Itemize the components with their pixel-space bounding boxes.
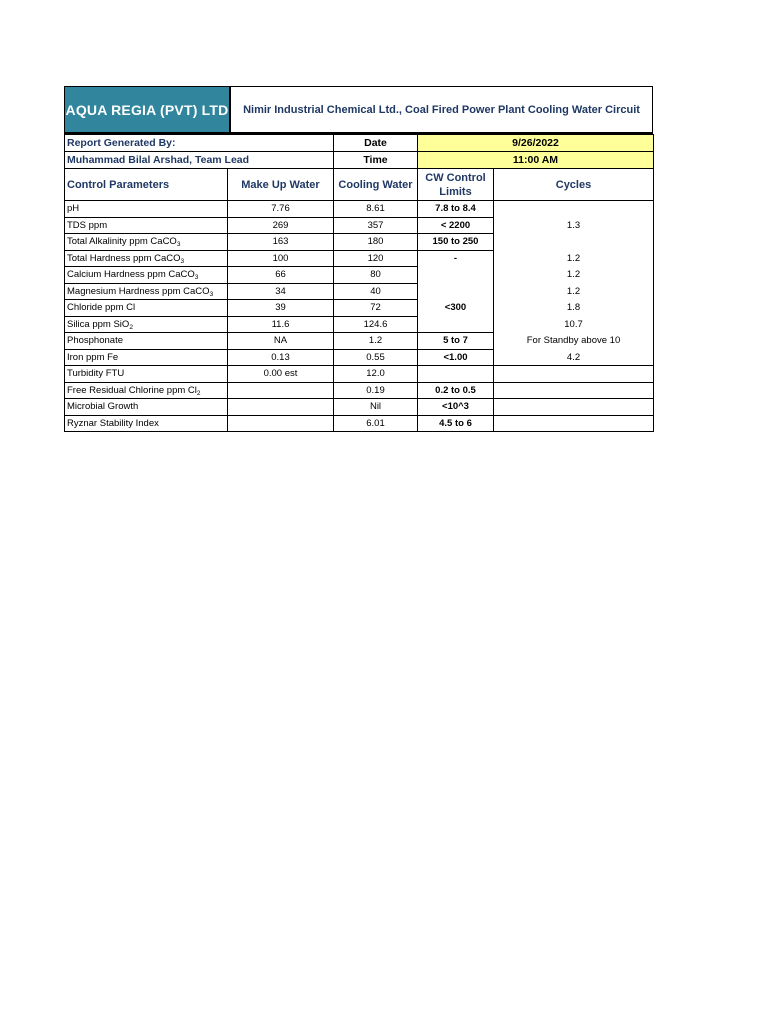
cell-limit: <1.00 bbox=[418, 349, 494, 366]
cell-cycles: 10.7 bbox=[494, 316, 654, 333]
meta-row-author bbox=[65, 152, 654, 169]
cell-cooling: 72 bbox=[334, 300, 418, 317]
author-name: Muhammad Bilal Arshad, Team Lead bbox=[65, 152, 334, 169]
param-name: Magnesium Hardness ppm CaCO$_3$ bbox=[65, 283, 228, 300]
col-header-limits: CW Control Limits bbox=[418, 169, 494, 201]
param-name: Turbidity FTU bbox=[65, 366, 228, 383]
table-row bbox=[65, 300, 654, 317]
cell-cycles bbox=[494, 415, 654, 432]
table-row bbox=[65, 399, 654, 416]
cell-cooling: 0.19 bbox=[334, 382, 418, 399]
cell-cycles: 1.2 bbox=[494, 267, 654, 284]
cell-makeup: 7.76 bbox=[228, 201, 334, 218]
cell-limit: < 2200 bbox=[418, 217, 494, 234]
cell-makeup: NA bbox=[228, 333, 334, 350]
cell-cycles: 1.2 bbox=[494, 283, 654, 300]
param-name: Microbial Growth bbox=[65, 399, 228, 416]
parameter-rows bbox=[65, 201, 654, 432]
param-name: Free Residual Chlorine ppm $Cl_2$ bbox=[65, 382, 228, 399]
report-header bbox=[64, 86, 653, 134]
date-label: Date bbox=[334, 135, 418, 152]
cell-cooling: 0.55 bbox=[334, 349, 418, 366]
cell-makeup: 100 bbox=[228, 250, 334, 267]
param-name: Iron ppm Fe bbox=[65, 349, 228, 366]
cell-cycles: 1.2 bbox=[494, 250, 654, 267]
table-row bbox=[65, 267, 654, 284]
date-value: 9/26/2022 bbox=[418, 135, 654, 152]
cell-cycles bbox=[494, 234, 654, 251]
cell-cooling: 180 bbox=[334, 234, 418, 251]
report-generated-label: Report Generated By: bbox=[65, 135, 334, 152]
cell-cycles bbox=[494, 201, 654, 218]
cell-makeup: 269 bbox=[228, 217, 334, 234]
company-name: AQUA REGIA (PVT) LTD bbox=[65, 87, 231, 132]
cell-limit: 150 to 250 bbox=[418, 234, 494, 251]
cell-cycles bbox=[494, 382, 654, 399]
cell-limit: 5 to 7 bbox=[418, 333, 494, 350]
table-row bbox=[65, 250, 654, 267]
cell-limit: 7.8 to 8.4 bbox=[418, 201, 494, 218]
table-row bbox=[65, 415, 654, 432]
cell-makeup: 11.6 bbox=[228, 316, 334, 333]
cell-cycles bbox=[494, 366, 654, 383]
cell-cycles: 4.2 bbox=[494, 349, 654, 366]
cell-cooling: 80 bbox=[334, 267, 418, 284]
table-row bbox=[65, 382, 654, 399]
column-header-row bbox=[65, 169, 654, 201]
cell-cycles: 1.3 bbox=[494, 217, 654, 234]
cell-makeup bbox=[228, 399, 334, 416]
cell-limit bbox=[418, 267, 494, 284]
col-header-makeup: Make Up Water bbox=[228, 169, 334, 201]
water-analysis-report bbox=[64, 86, 653, 432]
meta-row-report bbox=[65, 135, 654, 152]
table-row bbox=[65, 201, 654, 218]
cell-makeup bbox=[228, 415, 334, 432]
param-name: Calcium Hardness ppm CaCO$_3$ bbox=[65, 267, 228, 284]
cell-limit: <300 bbox=[418, 300, 494, 317]
col-header-param: Control Parameters bbox=[65, 169, 228, 201]
time-label: Time bbox=[334, 152, 418, 169]
param-name: Total Alkalinity ppm CaCO$_3$ bbox=[65, 234, 228, 251]
param-name: pH bbox=[65, 201, 228, 218]
cell-makeup: 163 bbox=[228, 234, 334, 251]
cell-makeup: 39 bbox=[228, 300, 334, 317]
table-row bbox=[65, 366, 654, 383]
cell-cycles: 1.8 bbox=[494, 300, 654, 317]
cell-cycles: For Standby above 10 bbox=[494, 333, 654, 350]
table-row bbox=[65, 333, 654, 350]
report-table bbox=[64, 134, 654, 432]
param-name: Ryznar Stability Index bbox=[65, 415, 228, 432]
cell-cooling: 124.6 bbox=[334, 316, 418, 333]
table-row bbox=[65, 234, 654, 251]
cell-limit bbox=[418, 366, 494, 383]
cell-cooling: 6.01 bbox=[334, 415, 418, 432]
cell-limit: 4.5 to 6 bbox=[418, 415, 494, 432]
cell-makeup: 66 bbox=[228, 267, 334, 284]
param-name: Phosphonate bbox=[65, 333, 228, 350]
cell-cooling: 40 bbox=[334, 283, 418, 300]
cell-cooling: 357 bbox=[334, 217, 418, 234]
table-row bbox=[65, 283, 654, 300]
cell-cooling: 12.0 bbox=[334, 366, 418, 383]
cell-limit bbox=[418, 316, 494, 333]
cell-limit: 0.2 to 0.5 bbox=[418, 382, 494, 399]
plant-title: Nimir Industrial Chemical Ltd., Coal Fired Power Plant Cooling Water Circuit bbox=[231, 87, 652, 132]
col-header-cooling: Cooling Water bbox=[334, 169, 418, 201]
cell-cooling: 120 bbox=[334, 250, 418, 267]
cell-makeup: 0.13 bbox=[228, 349, 334, 366]
table-row bbox=[65, 217, 654, 234]
cell-makeup: 0.00 est bbox=[228, 366, 334, 383]
time-value: 11:00 AM bbox=[418, 152, 654, 169]
cell-makeup: 34 bbox=[228, 283, 334, 300]
cell-limit bbox=[418, 283, 494, 300]
cell-cycles bbox=[494, 399, 654, 416]
param-name: Chloride ppm Cl bbox=[65, 300, 228, 317]
cell-limit: <10^3 bbox=[418, 399, 494, 416]
table-row bbox=[65, 349, 654, 366]
cell-cooling: Nil bbox=[334, 399, 418, 416]
col-header-cycles: Cycles bbox=[494, 169, 654, 201]
cell-makeup bbox=[228, 382, 334, 399]
cell-limit: - bbox=[418, 250, 494, 267]
param-name: TDS ppm bbox=[65, 217, 228, 234]
cell-cooling: 1.2 bbox=[334, 333, 418, 350]
param-name: Total Hardness ppm CaCO$_3$ bbox=[65, 250, 228, 267]
cell-cooling: 8.61 bbox=[334, 201, 418, 218]
param-name: Silica ppm SiO$_2$ bbox=[65, 316, 228, 333]
table-row bbox=[65, 316, 654, 333]
